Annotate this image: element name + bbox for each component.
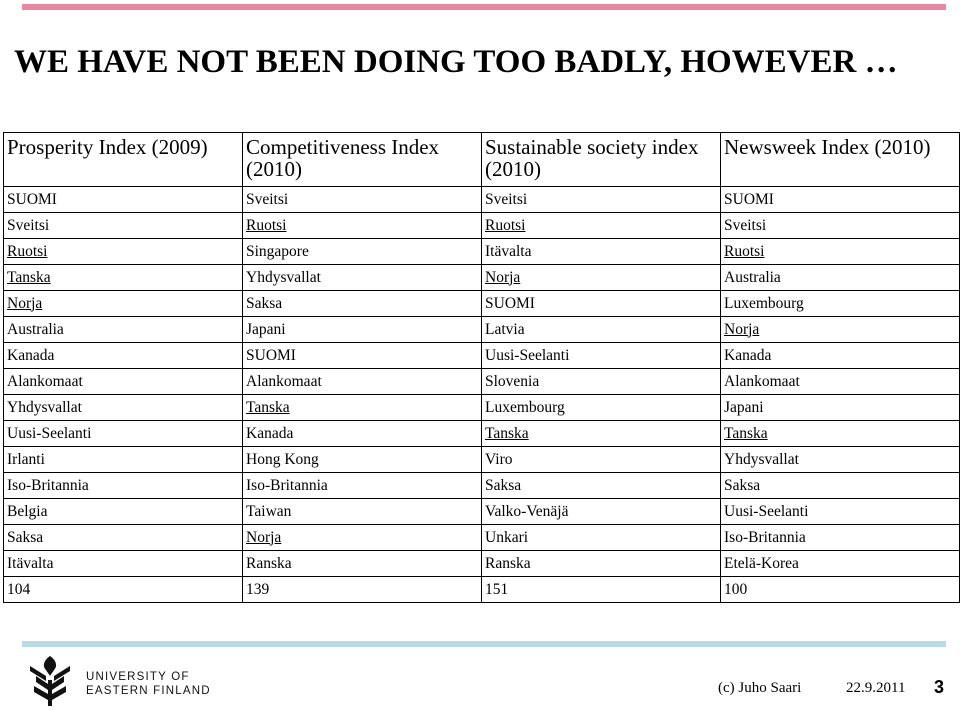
cell-text: Iso-Britannia [246,476,328,494]
cell-sustainable-society [482,447,721,473]
cell-text: Saksa [7,528,44,546]
cell-newsweek [721,395,960,421]
cell-text: Ruotsi [246,216,287,234]
table-row [4,291,960,317]
cell-competitiveness [243,499,482,525]
cell-sustainable-society [482,395,721,421]
cell-text: Australia [7,320,64,338]
cell-text: Iso-Britannia [724,528,806,546]
cell-text: Sveitsi [485,190,528,208]
cell-text: Viro [485,450,513,468]
cell-text: Ruotsi [724,242,765,260]
university-logo-text [86,670,211,698]
cell-text: Kanada [724,346,772,364]
cell-competitiveness [243,551,482,577]
cell-text: Norja [7,294,43,312]
cell-newsweek [721,499,960,525]
logo-line-1: UNIVERSITY OF [86,671,190,683]
cell-text: Unkari [485,528,529,546]
cell-text: Saksa [724,476,761,494]
cell-newsweek [721,239,960,265]
cell-text: 104 [7,580,31,598]
cell-text: Ruotsi [7,242,48,260]
cell-text: 151 [485,580,509,598]
cell-text: SUOMI [724,190,774,208]
cell-prosperity [4,213,243,239]
cell-text: Tanska [7,268,51,286]
page-number: 3 [934,677,945,697]
cell-competitiveness [243,395,482,421]
cell-text: Uusi-Seelanti [485,346,570,364]
cell-sustainable-society [482,213,721,239]
cell-newsweek [721,525,960,551]
cell-prosperity [4,551,243,577]
table-row [4,187,960,213]
cell-text: Norja [724,320,760,338]
cell-prosperity [4,421,243,447]
cell-text: Itävalta [7,554,54,572]
table-row [4,577,960,603]
cell-text: Tanska [485,424,529,442]
cell-competitiveness [243,525,482,551]
header-competitiveness-index: Competitiveness Index (2010) [243,133,482,187]
bottom-accent-bar [22,641,946,647]
slide-title: WE HAVE NOT BEEN DOING TOO BADLY, HOWEVER … [14,44,898,80]
cell-prosperity [4,187,243,213]
table-row [4,343,960,369]
cell-text: Ranska [246,554,292,572]
cell-newsweek [721,447,960,473]
cell-competitiveness [243,317,482,343]
cell-sustainable-society [482,525,721,551]
cell-sustainable-society [482,343,721,369]
cell-prosperity [4,291,243,317]
table-row [4,239,960,265]
cell-newsweek [721,213,960,239]
cell-text: Luxembourg [724,294,804,312]
cell-text: Alankomaat [7,372,83,390]
cell-sustainable-society [482,239,721,265]
cell-sustainable-society [482,551,721,577]
cell-text: Sveitsi [246,190,289,208]
cell-text: Japani [724,398,764,416]
cell-text: Sveitsi [7,216,50,234]
cell-prosperity [4,499,243,525]
cell-newsweek [721,265,960,291]
cell-newsweek [721,369,960,395]
cell-text: Hong Kong [246,450,319,468]
cell-text: SUOMI [7,190,57,208]
cell-newsweek [721,187,960,213]
cell-text: Luxembourg [485,398,565,416]
table-row [4,213,960,239]
table-row [4,551,960,577]
cell-text: Latvia [485,320,525,338]
cell-prosperity [4,473,243,499]
cell-text: 139 [246,580,270,598]
table-row [4,447,960,473]
table-body [4,187,960,603]
header-prosperity-index: Prosperity Index (2009) [4,133,243,187]
cell-competitiveness [243,187,482,213]
cell-competitiveness [243,239,482,265]
cell-newsweek [721,577,960,603]
cell-text: Yhdysvallat [7,398,82,416]
cell-competitiveness [243,369,482,395]
cell-competitiveness [243,577,482,603]
cell-text: Iso-Britannia [7,476,89,494]
header-sustainable-society-index: Sustainable society index (2010) [482,133,721,187]
cell-text: Ranska [485,554,531,572]
cell-newsweek [721,473,960,499]
cell-sustainable-society [482,187,721,213]
table-row [4,499,960,525]
slide-date: 22.9.2011 [846,680,906,696]
cell-text: Uusi-Seelanti [724,502,809,520]
cell-newsweek [721,421,960,447]
top-accent-bar [22,4,946,10]
table-row [4,395,960,421]
cell-text: Alankomaat [724,372,800,390]
cell-prosperity [4,343,243,369]
cell-newsweek [721,317,960,343]
cell-sustainable-society [482,499,721,525]
cell-text: Australia [724,268,781,286]
cell-prosperity [4,239,243,265]
cell-newsweek [721,343,960,369]
cell-text: Saksa [246,294,283,312]
cell-text: Kanada [246,424,294,442]
cell-sustainable-society [482,317,721,343]
cell-sustainable-society [482,265,721,291]
cell-text: Tanska [724,424,768,442]
cell-text: 100 [724,580,748,598]
cell-text: Yhdysvallat [724,450,799,468]
header-newsweek-index: Newsweek Index (2010) [721,133,960,187]
cell-competitiveness [243,421,482,447]
cell-text: Singapore [246,242,309,260]
cell-competitiveness [243,447,482,473]
uef-tree-icon [26,654,74,711]
cell-competitiveness [243,473,482,499]
cell-text: Norja [246,528,282,546]
author-credit: (c) Juho Saari [718,680,802,696]
cell-sustainable-society [482,369,721,395]
cell-prosperity [4,369,243,395]
cell-prosperity [4,525,243,551]
cell-prosperity [4,577,243,603]
cell-text: Yhdysvallat [246,268,321,286]
table-row [4,369,960,395]
cell-text: Irlanti [7,450,45,468]
cell-text: Norja [485,268,521,286]
cell-text: Kanada [7,346,55,364]
cell-text: Slovenia [485,372,540,390]
cell-competitiveness [243,291,482,317]
table-header-row [4,133,960,187]
cell-text: Itävalta [485,242,532,260]
cell-text: Sveitsi [724,216,767,234]
table-row [4,421,960,447]
table-row [4,265,960,291]
cell-text: Japani [246,320,286,338]
cell-prosperity [4,447,243,473]
cell-text: Valko-Venäjä [485,502,569,520]
cell-sustainable-society [482,421,721,447]
cell-sustainable-society [482,291,721,317]
cell-competitiveness [243,343,482,369]
cell-text: Saksa [485,476,522,494]
table-row [4,525,960,551]
cell-newsweek [721,291,960,317]
cell-text: Belgia [7,502,48,520]
logo-line-2: EASTERN FINLAND [86,685,211,697]
cell-text: Uusi-Seelanti [7,424,92,442]
cell-competitiveness [243,265,482,291]
cell-sustainable-society [482,577,721,603]
cell-text: Alankomaat [246,372,322,390]
cell-text: SUOMI [485,294,535,312]
cell-newsweek [721,551,960,577]
cell-text: SUOMI [246,346,296,364]
cell-text: Tanska [246,398,290,416]
cell-text: Etelä-Korea [724,554,799,572]
ranking-table [3,132,960,603]
cell-prosperity [4,265,243,291]
table-row [4,473,960,499]
cell-competitiveness [243,213,482,239]
table-row [4,317,960,343]
cell-text: Ruotsi [485,216,526,234]
cell-prosperity [4,395,243,421]
cell-sustainable-society [482,473,721,499]
cell-prosperity [4,317,243,343]
cell-text: Taiwan [246,502,292,520]
